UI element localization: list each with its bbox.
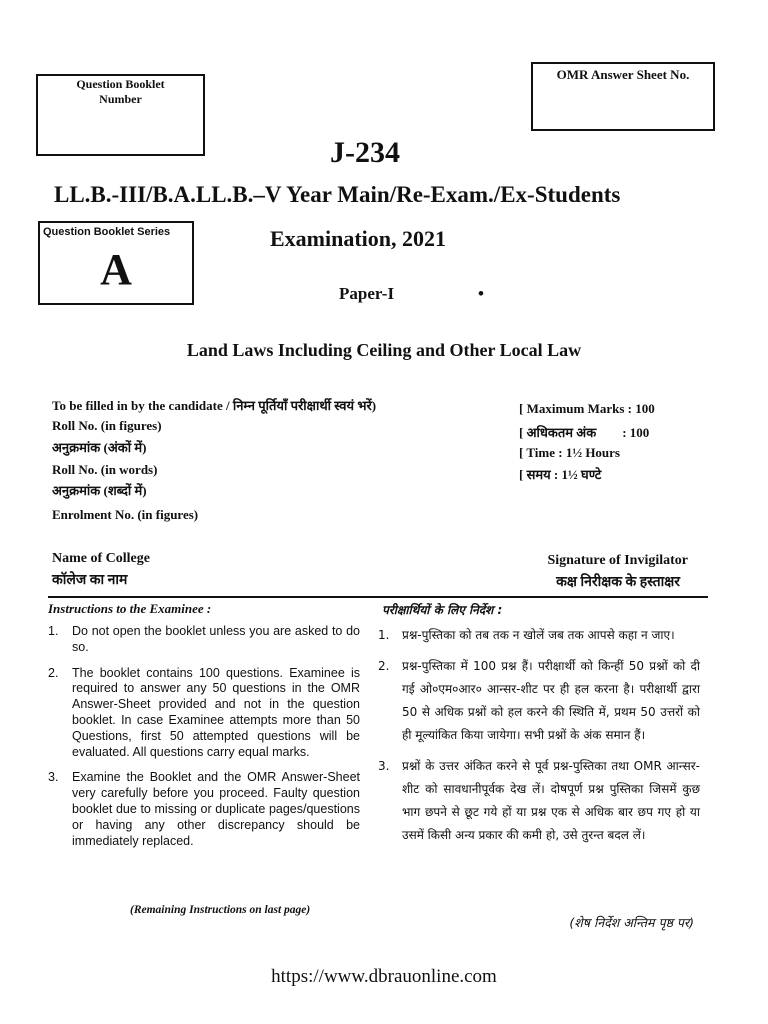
instruction-number: 2. (378, 659, 390, 673)
invigilator-signature-label: Signature of Invigilator (547, 553, 688, 568)
question-booklet-series-box (38, 221, 194, 305)
paper-dot: • (478, 284, 484, 303)
instruction-number: 3. (378, 759, 390, 773)
instruction-number: 1. (378, 628, 390, 642)
instruction-number: 1. (48, 624, 59, 638)
instructions-hindi-list (378, 624, 700, 855)
series-letter: A (100, 245, 132, 294)
website-url: https://www.dbrauonline.com (271, 966, 497, 987)
question-booklet-number-label: Question Booklet Number (76, 77, 165, 106)
college-name-label: Name of College (52, 551, 150, 566)
roll-no-words-label: Roll No. (in words) (52, 462, 158, 477)
question-booklet-series-label: Question Booklet Series (43, 226, 171, 238)
omr-answer-sheet-label: OMR Answer Sheet No. (556, 67, 690, 82)
section-divider (48, 596, 708, 598)
roll-no-words-hindi-label: अनुक्रमांक (शब्दों में) (52, 483, 147, 498)
instruction-item-hindi (378, 755, 700, 847)
invigilator-signature-hindi-label: कक्ष निरीक्षक के हस्ताक्षर (556, 575, 680, 590)
remaining-instructions-note: (Remaining Instructions on last page) (130, 904, 311, 916)
course-title: LL.B.-III/B.A.LL.B.–V Year Main/Re-Exam./Ex-Students (54, 182, 621, 207)
examination-year: Examination, 2021 (270, 226, 447, 251)
instruction-item (48, 666, 360, 761)
instruction-item-hindi (378, 624, 700, 647)
instruction-number: 2. (48, 665, 59, 680)
instruction-text-hindi: प्रश्नों के उत्तर अंकित करने से पूर्व प्रश्न-पुस्तिका तथा OMR आन्सर-शीट को सावधानीपूर्वक देख लें। दोषपूर्ण प्रश्न पुस्तिका जिसमें कुछ भाग छपने से छूट गये हों या प्रश्न एक से अधिक बार छप गए हो या उसमें किसी अन्य प्रकार की कमी हो, उसे तुरन्त बदल लें। (402, 759, 700, 842)
instruction-text-hindi: प्रश्न-पुस्तिका में 100 प्रश्न हैं। परीक्षार्थी को किन्हीं 50 प्रश्नों को दी गई ओ०एम०आर० आन्सर-शीट पर ही हल करना है। परीक्षार्थी द्वारा 50 से अधिक प्रश्नों को हल करने की स्थिति में, प्रथम 50 उत्तरों को ही मूल्यांकित किया जायेगा। सभी प्रश्नों के अंक समान हैं। (402, 659, 700, 742)
instruction-item (48, 770, 360, 849)
college-name-hindi-label: कॉलेज का नाम (52, 573, 128, 588)
instructions-hindi-heading: परीक्षार्थियों के लिए निर्देश : (382, 603, 503, 617)
roll-no-figures-hindi-label: अनुक्रमांक (अंकों में) (52, 440, 147, 455)
maximum-marks-hindi: [ अधिकतम अंक : 100 (519, 425, 650, 440)
instruction-text: Do not open the booklet unless you are asked to do so. (72, 624, 360, 654)
instruction-item (48, 624, 360, 656)
question-booklet-number-box (36, 74, 205, 156)
maximum-marks: [ Maximum Marks : 100 (519, 401, 655, 416)
time-allowed: [ Time : 1½ Hours (519, 445, 620, 460)
enrolment-no-label: Enrolment No. (in figures) (52, 507, 199, 522)
instructions-english-heading: Instructions to the Examinee : (48, 601, 212, 616)
fill-in-instruction: To be filled in by the candidate / निम्न पूर्तियाँ परीक्षार्थी स्वयं भरें) (52, 398, 377, 413)
omr-answer-sheet-box (531, 62, 715, 131)
paper-number: Paper-I (339, 284, 395, 303)
remaining-instructions-note-hindi: (शेष निर्देश अन्तिम पृष्ठ पर) (569, 915, 694, 930)
instructions-english-list (48, 624, 360, 859)
paper-code: J-234 (330, 136, 400, 169)
subject-title: Land Laws Including Ceiling and Other Local Law (186, 340, 582, 360)
instruction-text-hindi: प्रश्न-पुस्तिका को तब तक न खोलें जब तक आपसे कहा न जाए। (402, 628, 675, 642)
roll-no-figures-label: Roll No. (in figures) (52, 418, 162, 433)
instruction-text: The booklet contains 100 questions. Examinee is required to answer any 50 questions in the OMR Answer-Sheet provided and not in the question booklet. In case Examinee attempts more than 50 Questions, first 50 attempted questions will be evaluated. All questions carry equal marks. (72, 665, 360, 759)
instruction-text: Examine the Booklet and the OMR Answer-Sheet very carefully before you proceed. Faulty question booklet due to missing or duplicate pages/questions or having any other discrepancy should be immediately replaced. (72, 770, 360, 848)
instruction-item-hindi (378, 655, 700, 747)
instruction-number: 3. (48, 770, 59, 785)
time-allowed-hindi: [ समय : 1½ घण्टे (519, 467, 602, 482)
